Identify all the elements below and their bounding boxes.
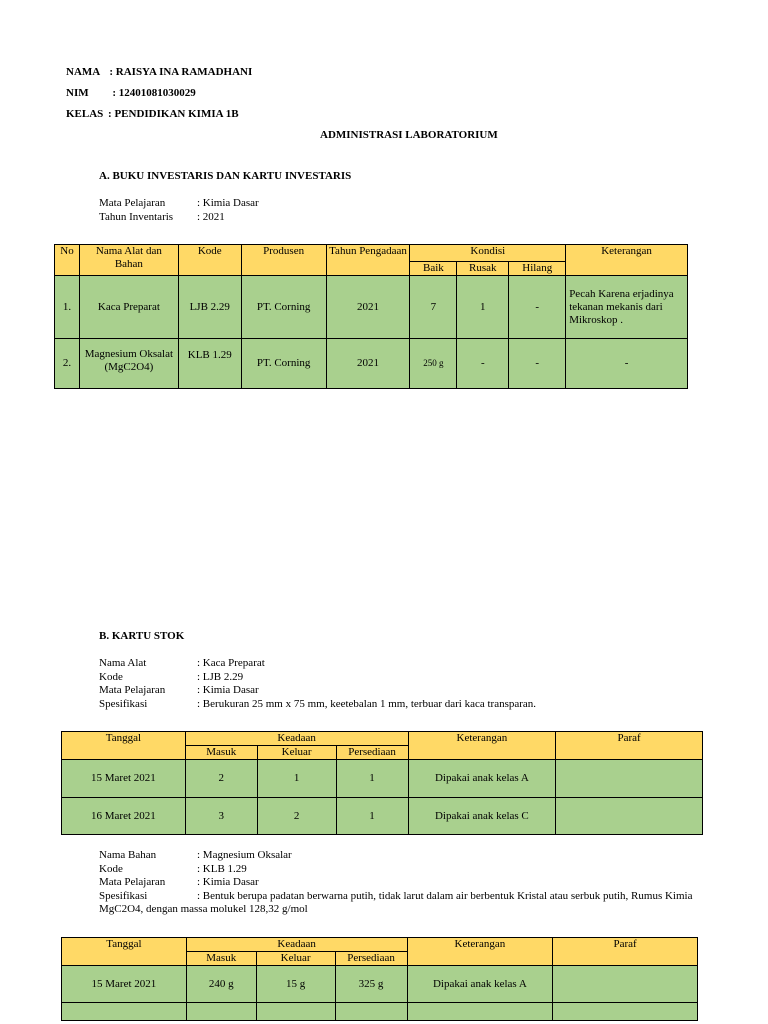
cell-tanggal: 15 Maret 2021 xyxy=(62,760,186,798)
cell-masuk xyxy=(186,1003,256,1021)
cell-persediaan: 325 g xyxy=(335,966,407,1003)
section-a-heading: A. BUKU INVESTARIS DAN KARTU INVESTARIS xyxy=(99,170,352,182)
card2-label-1: Nama Bahan xyxy=(99,849,157,861)
student-nim-line xyxy=(66,87,196,99)
cell-keterangan xyxy=(407,1003,553,1021)
table-row xyxy=(62,966,698,1003)
cell-keterangan: Dipakai anak kelas A xyxy=(407,966,553,1003)
card1-value-3: : Kimia Dasar xyxy=(197,684,259,696)
card1-value-1: : Kaca Preparat xyxy=(197,657,265,669)
cell-nama: Magnesium Oksalat (MgC2O4) xyxy=(79,339,178,389)
cell-rusak: 1 xyxy=(457,276,509,339)
page-title: ADMINISTRASI LABORATORIUM xyxy=(320,129,498,141)
card2-value-1: : Magnesium Oksalar xyxy=(197,849,292,861)
cell-masuk: 2 xyxy=(185,760,257,798)
col-hilang: Hilang xyxy=(509,262,566,276)
cell-paraf xyxy=(556,760,703,798)
cell-tanggal xyxy=(62,1003,187,1021)
inventory-table xyxy=(54,244,688,389)
col-persediaan: Persediaan xyxy=(335,952,407,966)
card1-label-2: Kode xyxy=(99,670,123,683)
card1-value-2: : LJB 2.29 xyxy=(197,670,244,683)
col-keluar: Keluar xyxy=(256,952,335,966)
table-row xyxy=(55,339,688,389)
col-paraf: Paraf xyxy=(553,938,698,966)
col-keadaan: Keadaan xyxy=(186,938,407,952)
cell-masuk: 240 g xyxy=(186,966,256,1003)
cell-keterangan: Dipakai anak kelas A xyxy=(408,760,556,798)
nim-value: : 12401081030029 xyxy=(112,87,196,99)
cell-tanggal: 16 Maret 2021 xyxy=(62,798,186,835)
cell-paraf xyxy=(553,1003,698,1021)
cell-masuk: 3 xyxy=(185,798,257,835)
col-keterangan: Keterangan xyxy=(566,245,688,276)
col-rusak: Rusak xyxy=(457,262,509,276)
col-keterangan: Keterangan xyxy=(407,938,553,966)
mapel-value: : Kimia Dasar xyxy=(197,197,259,209)
section-a-info xyxy=(99,197,259,224)
nama-label: NAMA xyxy=(66,66,100,78)
cell-keluar: 2 xyxy=(257,798,336,835)
nim-label: NIM xyxy=(66,87,89,99)
cell-kode: KLB 1.29 xyxy=(178,339,241,389)
col-masuk: Masuk xyxy=(186,952,256,966)
card2-value-4: : Bentuk berupa padatan berwarna putih, tidak larut dalam air berbentuk Kristal atau serbuk putih, Rumus Kimia xyxy=(197,889,693,902)
cell-paraf xyxy=(556,798,703,835)
cell-keluar xyxy=(256,1003,335,1021)
cell-tanggal: 15 Maret 2021 xyxy=(62,966,187,1003)
col-tanggal: Tanggal xyxy=(62,938,187,966)
stock-table-2 xyxy=(61,937,698,1021)
cell-persediaan: 1 xyxy=(336,760,408,798)
card2-label-2: Kode xyxy=(99,862,123,875)
col-no: No xyxy=(55,245,80,276)
cell-hilang: - xyxy=(509,276,566,339)
col-baik: Baik xyxy=(410,262,457,276)
cell-kode: LJB 2.29 xyxy=(178,276,241,339)
card1-label-4: Spesifikasi xyxy=(99,697,148,710)
col-kode: Kode xyxy=(178,245,241,276)
cell-tahun: 2021 xyxy=(326,339,410,389)
kelas-label: KELAS xyxy=(66,108,104,120)
card1-label-1: Nama Alat xyxy=(99,657,147,669)
table-row xyxy=(62,1003,698,1021)
stock-card-2-info xyxy=(99,849,692,917)
cell-keluar: 1 xyxy=(257,760,336,798)
card1-value-4: : Berukuran 25 mm x 75 mm, keetebalan 1 mm, terbuar dari kaca transparan. xyxy=(197,697,537,710)
col-keluar: Keluar xyxy=(257,746,336,760)
cell-keterangan: Pecah Karena erjadinya tekanan mekanis dari Mikroskop . xyxy=(566,276,688,339)
card2-value-4-cont: MgC2O4, dengan massa molukel 128,32 g/mol xyxy=(99,903,308,915)
col-keterangan: Keterangan xyxy=(408,732,556,760)
col-masuk: Masuk xyxy=(185,746,257,760)
cell-persediaan: 1 xyxy=(336,798,408,835)
cell-rusak: - xyxy=(457,339,509,389)
cell-produsen: PT. Corning xyxy=(241,276,326,339)
section-b-heading: B. KARTU STOK xyxy=(99,630,185,642)
col-keadaan: Keadaan xyxy=(185,732,408,746)
cell-produsen: PT. Corning xyxy=(241,339,326,389)
cell-keluar: 15 g xyxy=(256,966,335,1003)
cell-keterangan: Dipakai anak kelas C xyxy=(408,798,556,835)
student-class-line xyxy=(66,108,239,120)
stock-card-1-info xyxy=(99,657,536,711)
col-kondisi: Kondisi xyxy=(410,245,566,262)
student-name-line xyxy=(66,66,252,78)
cell-tahun: 2021 xyxy=(326,276,410,339)
tahun-value: : 2021 xyxy=(197,210,225,223)
table-row xyxy=(62,798,703,835)
cell-baik: 250 g xyxy=(410,339,457,389)
table-row xyxy=(55,276,688,339)
nama-value: : RAISYA INA RAMADHANI xyxy=(109,66,253,78)
card2-value-2: : KLB 1.29 xyxy=(197,862,247,875)
mapel-label: Mata Pelajaran xyxy=(99,197,166,209)
tahun-label: Tahun Inventaris xyxy=(99,210,174,223)
cell-baik: 7 xyxy=(410,276,457,339)
cell-nama: Kaca Preparat xyxy=(79,276,178,339)
card2-label-3: Mata Pelajaran xyxy=(99,876,166,888)
col-tanggal: Tanggal xyxy=(62,732,186,760)
cell-hilang: - xyxy=(509,339,566,389)
col-produsen: Produsen xyxy=(241,245,326,276)
card2-value-3: : Kimia Dasar xyxy=(197,876,259,888)
cell-persediaan xyxy=(335,1003,407,1021)
cell-no: 1. xyxy=(55,276,80,339)
col-persediaan: Persediaan xyxy=(336,746,408,760)
card2-label-4: Spesifikasi xyxy=(99,889,148,902)
cell-no: 2. xyxy=(55,339,80,389)
cell-keterangan: - xyxy=(566,339,688,389)
table-row xyxy=(62,760,703,798)
col-nama: Nama Alat dan Bahan xyxy=(79,245,178,276)
col-tahun: Tahun Pengadaan xyxy=(326,245,410,276)
kelas-value: : PENDIDIKAN KIMIA 1B xyxy=(108,108,239,120)
card1-label-3: Mata Pelajaran xyxy=(99,684,166,696)
stock-table-1 xyxy=(61,731,703,835)
col-paraf: Paraf xyxy=(556,732,703,760)
cell-paraf xyxy=(553,966,698,1003)
